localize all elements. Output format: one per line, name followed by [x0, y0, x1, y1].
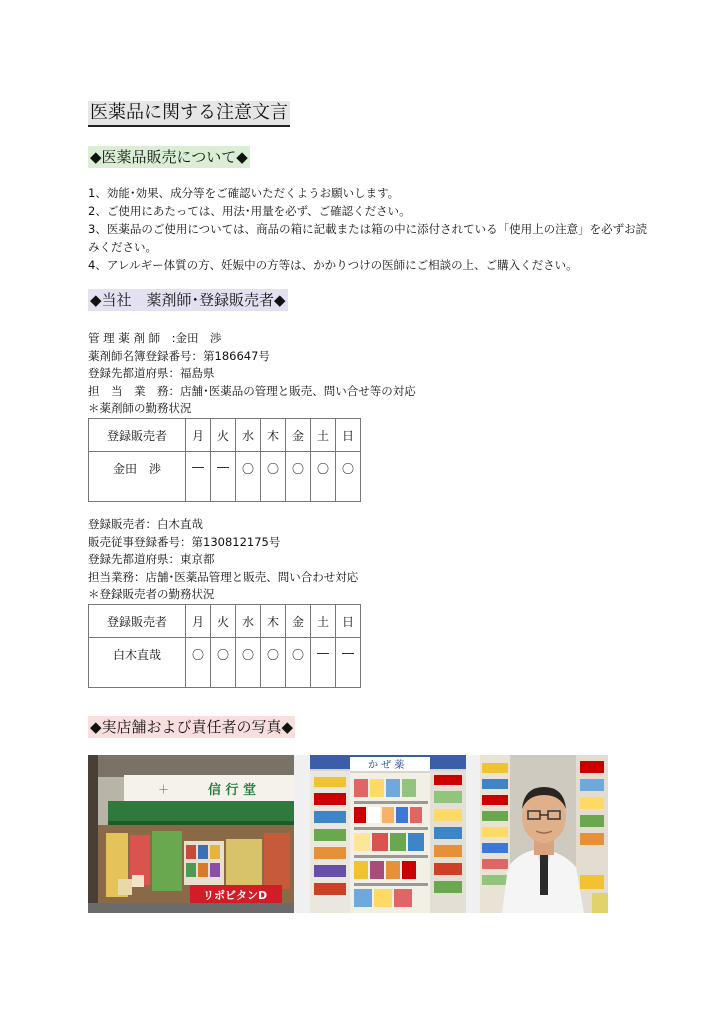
- schedule-header-cell: 水: [236, 605, 261, 638]
- notice-item: 3、医薬品のご使用については、商品の箱に記載または箱の中に添付されている「使用上の注意」を必ずお読みください。: [88, 222, 648, 254]
- storefront-photo: [88, 755, 294, 913]
- schedule-cell: 〇: [186, 638, 211, 688]
- pharmacist-line: 登録先都道府県：福島県: [88, 366, 215, 381]
- pharmacist-info: [88, 330, 588, 418]
- seller-line: 担当業務：店舗･医薬品管理と販売、問い合わせ対応: [88, 569, 359, 584]
- shelves-photo: [310, 755, 466, 913]
- schedule-cell: 〇: [236, 638, 261, 688]
- schedule-row: [89, 638, 361, 688]
- storefront-sign-text: 信 行 堂: [208, 783, 257, 798]
- schedule-header-cell: 金: [286, 605, 311, 638]
- schedule-cell: ―: [311, 638, 336, 688]
- schedule-cell: 〇: [286, 452, 311, 502]
- pharmacist-line: 管 理 薬 剤 師 :金田 渉: [88, 331, 222, 345]
- schedule-cell: 〇: [286, 638, 311, 688]
- schedule-header-cell: 火: [211, 419, 236, 452]
- schedule-header-cell: 登録販売者: [89, 605, 186, 638]
- schedule-cell: 〇: [211, 638, 236, 688]
- schedule-cell: 〇: [336, 452, 361, 502]
- schedule-header-cell: 日: [336, 419, 361, 452]
- page-title: 医薬品に関する注意文言: [88, 101, 290, 127]
- schedule-header-cell: 木: [261, 605, 286, 638]
- schedule-header-cell: 火: [211, 605, 236, 638]
- schedule-header-cell: 月: [186, 419, 211, 452]
- seller-schedule-table: [88, 604, 361, 688]
- schedule-cell: 白木直哉: [89, 638, 186, 688]
- schedule-cell: ―: [186, 452, 211, 502]
- schedule-header-cell: 月: [186, 605, 211, 638]
- schedule-header-cell: 金: [286, 419, 311, 452]
- svg-text:＋: ＋: [158, 783, 169, 796]
- pharmacist-line: 薬剤師名簿登録番号：第186647号: [88, 348, 270, 363]
- schedule-header-cell: 水: [236, 419, 261, 452]
- pharmacist-photo: [480, 755, 608, 913]
- photo-strip: [88, 755, 608, 913]
- storefront-banner-text: リポビタンD: [203, 889, 268, 902]
- schedule-header-row: [89, 419, 361, 452]
- schedule-cell: ―: [336, 638, 361, 688]
- schedule-cell: 〇: [236, 452, 261, 502]
- schedule-cell: 〇: [261, 638, 286, 688]
- notice-item: 2、ご使用にあたっては、用法･用量を必ず、ご確認ください。: [88, 204, 411, 218]
- shelf-sign-text: か ぜ 薬: [368, 760, 405, 771]
- seller-line: 登録先都道府県：東京都: [88, 552, 215, 567]
- section-heading-photos: ◆実店舗および責任者の写真◆: [90, 718, 294, 736]
- seller-line: ＊登録販売者の勤務状況: [88, 587, 215, 602]
- schedule-header-cell: 日: [336, 605, 361, 638]
- schedule-header-cell: 土: [311, 419, 336, 452]
- seller-line: 登録販売者：白木直哉: [88, 517, 203, 531]
- pharmacist-line: ＊薬剤師の勤務状況: [88, 401, 192, 416]
- schedule-cell: ―: [211, 452, 236, 502]
- schedule-cell: 金田 渉: [89, 452, 186, 502]
- pharmacist-schedule-table: [88, 418, 361, 502]
- section-heading-sales: ◆医薬品販売について◆: [90, 148, 248, 166]
- seller-info: [88, 516, 588, 604]
- notice-item: 4、アレルギー体質の方、妊娠中の方等は、かかりつけの医師にご相談の上、ご購入ください。: [88, 258, 578, 272]
- schedule-header-cell: 登録販売者: [89, 419, 186, 452]
- seller-line: 販売従事登録番号：第130812175号: [88, 534, 281, 549]
- schedule-row: [89, 452, 361, 502]
- schedule-cell: 〇: [311, 452, 336, 502]
- schedule-header-row: [89, 605, 361, 638]
- pharmacist-line: 担 当 業 務：店舗･医薬品の管理と販売、問い合せ等の対応: [88, 383, 416, 398]
- notice-list: [88, 184, 648, 274]
- schedule-header-cell: 土: [311, 605, 336, 638]
- section-heading-staff: ◆当社 薬剤師･登録販売者◆: [90, 291, 286, 309]
- notice-item: 1、効能･効果、成分等をご確認いただくようお願いします。: [88, 186, 400, 200]
- schedule-cell: 〇: [261, 452, 286, 502]
- schedule-header-cell: 木: [261, 419, 286, 452]
